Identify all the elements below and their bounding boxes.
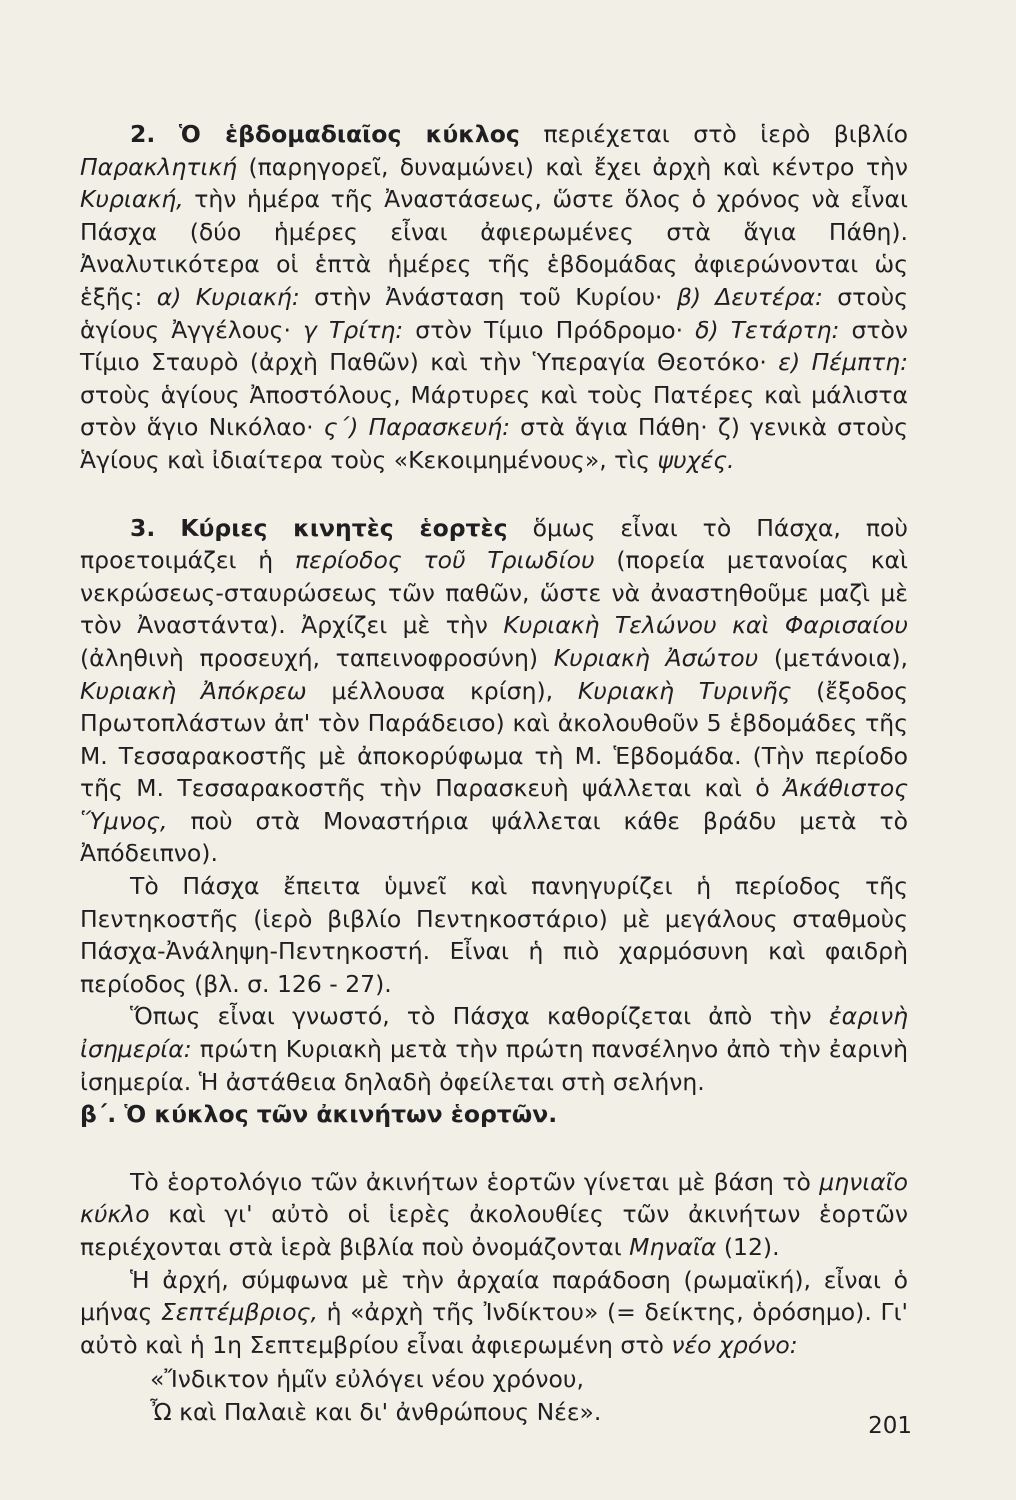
text: (παρηγορεῖ, δυναμώνει) καὶ ἔχει ἀρχὴ καὶ κέντρο τὴν — [237, 152, 908, 181]
fixed-feasts-paragraph — [80, 1166, 908, 1264]
section-2-paragraph — [80, 118, 908, 477]
section-3-title: Κύριες κινητὲς ἑορτὲς — [180, 513, 508, 542]
italic-text: περίοδος τοῦ Τριωδίου — [294, 546, 595, 575]
text: στὰ ἅγια Πάθη· ζ) γενικὰ στοὺς Ἁγίους καὶ ἰδιαίτερα τοὺς «Κεκοιμημένους», τὶς — [80, 413, 908, 474]
italic-text: β) Δευτέρα: — [676, 282, 823, 311]
italic-text: Κυριακὴ Ἀσώτου — [553, 643, 759, 672]
text: στὸν Τίμιο Σταυρὸ (ἀρχὴ Παθῶν) καὶ τὴν Ὑπεραγία Θεοτόκο· — [80, 315, 909, 377]
italic-text: ε) Πέμπτη: — [778, 348, 908, 377]
section-2-title: Ὁ ἑβδομαδιαῖος κύκλος — [178, 120, 520, 148]
text: τὴν ἡμέρα τῆς Ἀναστάσεως, ὥστε ὅλος ὁ χρόνος νὰ εἶναι Πάσχα (δύο ἡμέρες εἶναι ἀφιερωμένες στὰ ἅγια Πάθη). Ἀναλυτικότερα οἱ ἑπτὰ ἡμέρες τῆς ἑβδομάδας ἀφιερώνονται ὡς ἑξῆς: — [80, 185, 908, 311]
italic-text: ἐαρινὴ ἰσημερία: — [80, 1002, 908, 1064]
italic-text: γ Τρίτη: — [303, 315, 404, 344]
page-body — [80, 118, 908, 1429]
pentecost-paragraph: Τὸ Πάσχα ἔπειτα ὑμνεῖ καὶ πανηγυρίζει ἡ περίοδος τῆς Πεντηκοστῆς (ἱερὸ βιβλίο Πεντηκοστάριο) μὲ μεγάλους σταθμοὺς Πάσχα-Ἀνάληψη-Πεντηκοστή. Εἶναι ἡ πιὸ χαρμόσυνη καὶ φαιδρὴ περίοδος (βλ. σ. 126 - 27). — [80, 872, 908, 998]
italic-text: δ) Τετάρτη: — [695, 315, 840, 344]
quote-line-2: Ὦ καὶ Παλαιὲ και δι' ἀνθρώπους Νέε». — [150, 1397, 602, 1426]
text: καὶ γι' αὐτὸ οἱ ἱερὲς ἀκολουθίες τῶν ἀκινήτων ἑορτῶν περιέχονται στὰ ἱερὰ βιβλία ποὺ ὀνομάζονται — [80, 1200, 908, 1261]
italic-text: Κυριακή, — [80, 185, 184, 214]
italic-text: Παρακλητική — [80, 152, 238, 181]
text: ποὺ στὰ Μοναστήρια ψάλλεται κάθε βράδυ μετὰ τὸ Ἀπόδειπνο). — [80, 806, 908, 868]
italic-text: ψυχές. — [657, 445, 735, 474]
italic-text: Μηναῖα — [629, 1233, 717, 1261]
text: πρώτη Κυριακὴ μετὰ τὴν πρώτη πανσέληνο ἀπὸ τὴν ἐαρινὴ ἰσημερία. Ἡ ἀστάθεια δηλαδὴ ὀφείλεται στὴ σελήνη. — [80, 1035, 908, 1096]
text: στοὺς ἁγίους Ἀποστόλους, Μάρτυρες καὶ τοὺς Πατέρες καὶ μάλιστα στὸν ἅγιο Νικόλαο· — [80, 380, 908, 442]
text: Ὅπως εἶναι γνωστό, τὸ Πάσχα καθορίζεται ἀπὸ τὴν — [130, 1002, 829, 1031]
section-b-heading: β΄. Ὁ κύκλος τῶν ἀκινήτων ἑορτῶν. — [80, 1100, 558, 1129]
page-number: 201 — [868, 1413, 912, 1439]
text: (12). — [716, 1233, 780, 1261]
text: στὸν Τίμιο Πρόδρομο· — [403, 315, 696, 344]
section-2-number: 2. — [130, 120, 156, 148]
text: (ἀληθινὴ προσευχή, ταπεινοφροσύνη) — [80, 643, 554, 672]
text: (πορεία μετανοίας καὶ νεκρώσεως-σταυρώσεως τῶν παθῶν, ὥστε νὰ ἀναστηθοῦμε μαζὶ μὲ τὸν Ἀναστάντα). Ἀρχίζει μὲ τὴν — [80, 546, 908, 640]
italic-text: Κυριακὴ Τελώνου καὶ Φαρισαίου — [503, 611, 908, 640]
indiction-paragraph — [80, 1264, 908, 1362]
text: περιέχεται στὸ ἱερὸ βιβλίο — [519, 120, 908, 148]
italic-text: Ἀκάθιστος Ὕμνος, — [80, 774, 908, 835]
text: ἡ «ἀρχὴ τῆς Ἰνδίκτου» (= δείκτης, ὁρόσημο). Γι' αὐτὸ καὶ ἡ 1η Σεπτεμβρίου εἶναι ἀφιερωμένη στὸ — [80, 1298, 908, 1359]
section-3-paragraph — [80, 512, 908, 871]
quote-line-1: «Ἴνδικτον ἡμῖν εὐλόγει νέου χρόνου, — [150, 1365, 584, 1394]
italic-text: Κυριακὴ Τυρινῆς — [577, 676, 792, 705]
text: ὅμως εἶναι τὸ Πάσχα, ποὺ προετοιμάζει ἡ — [80, 513, 908, 575]
italic-text: Σεπτέμβριος, — [160, 1298, 318, 1327]
italic-text: α) Κυριακή: — [156, 282, 300, 311]
text: (μετάνοια), — [758, 643, 908, 672]
text: μέλλουσα κρίση), — [306, 676, 578, 705]
section-3-number: 3. — [130, 513, 156, 542]
text: στοὺς ἁγίους Ἀγγέλους· — [80, 282, 908, 344]
text: Τὸ ἑορτολόγιο τῶν ἀκινήτων ἑορτῶν γίνεται μὲ βάση τὸ — [130, 1167, 820, 1196]
italic-text: νέο χρόνο: — [671, 1330, 798, 1359]
text: Ἡ ἀρχή, σύμφωνα μὲ τὴν ἀρχαία παράδοση (ρωμαϊκή), εἶναι ὁ μήνας — [80, 1265, 908, 1327]
text: στὴν Ἀνάσταση τοῦ Κυρίου· — [299, 282, 677, 311]
italic-text: ς΄) Παρασκευή: — [323, 413, 511, 442]
italic-text: μηνιαῖο κύκλο — [80, 1167, 908, 1229]
easter-date-paragraph — [80, 1000, 908, 1098]
text: (ἔξοδος Πρωτοπλάστων ἀπ' τὸν Παράδεισο) καὶ ἀκολουθοῦν 5 ἑβδομάδες τῆς Μ. Τεσσαρακοστῆς μὲ ἀποκορύφωμα τὴ Μ. Ἑβδομάδα. (Τὴν περίοδο τῆς Μ. Τεσσαρακοστῆς τὴν Παρασκευὴ ψάλλεται καὶ ὁ — [80, 676, 909, 803]
italic-text: Κυριακὴ Ἀπόκρεω — [80, 676, 307, 705]
